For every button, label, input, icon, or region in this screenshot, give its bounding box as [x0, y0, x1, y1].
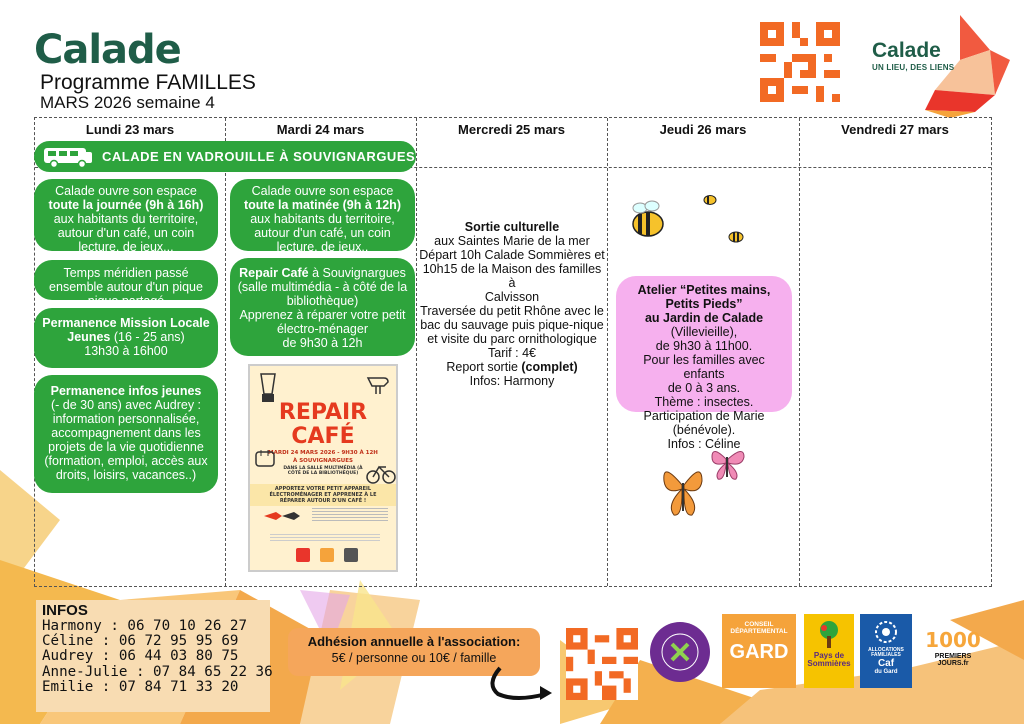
caf-emblem-icon — [874, 620, 898, 644]
qr-code-bottom[interactable] — [566, 628, 638, 700]
card-text-bold: toute la journée (9h à 16h) — [48, 198, 204, 212]
jours-number: 1000 — [925, 628, 981, 652]
thursday-atelier-card — [616, 276, 792, 451]
infos-title: INFOS — [42, 602, 88, 619]
card-text: de 0 à 3 ans. — [667, 381, 741, 395]
card-title: Petits Pieds” — [665, 297, 743, 311]
sortie-line: Départ 10h Calade Sommières et — [419, 248, 605, 262]
card-title: Atelier “Petites mains, — [637, 283, 771, 297]
column-divider — [416, 118, 417, 586]
poster-title-repair: REPAIR — [278, 400, 368, 425]
membership-title: Adhésion annuelle à l'association: — [307, 634, 521, 649]
caf-logo — [860, 614, 912, 688]
poster-logo — [320, 548, 334, 562]
caf-text: du Gard — [874, 669, 898, 675]
card-hours: de 9h30 à 12h — [282, 336, 363, 350]
sortie-line: Calvisson — [484, 290, 540, 304]
card-text: aux habitants du territoire, autour d'un café, un coin lecture, de jeux.. — [250, 212, 395, 254]
poster-logo — [344, 548, 358, 562]
membership-price: 5€ / personne ou 10€ / famille — [331, 651, 497, 665]
column-divider — [799, 118, 800, 586]
qr-code-top[interactable] — [760, 22, 840, 102]
sortie-complet: (complet) — [521, 360, 578, 374]
card-text: Calade ouvre son espace — [55, 184, 197, 198]
butterfly-icon — [664, 472, 702, 515]
brand-tagline: UN LIEU, DES LIENS — [872, 63, 955, 72]
card-text: de 9h30 à 11h00. — [655, 339, 753, 353]
card-text-bold: toute la matinée (9h à 12h) — [244, 198, 401, 212]
banner-text: CALADE EN VADROUILLE À SOUVIGNARGUES — [102, 149, 416, 164]
sommieres-logo — [804, 614, 854, 688]
sortie-line: et visite du parc ornithologique — [427, 332, 597, 346]
card-title: Repair Café — [239, 266, 309, 280]
tree-icon — [817, 620, 841, 648]
bee-icon — [704, 196, 716, 205]
calade-logo: Calade — [34, 27, 181, 73]
sortie-infos: Infos: Harmony — [469, 374, 555, 388]
monday-lunch-card: Temps méridien passé ensemble autour d'un pique nique partagé — [34, 260, 218, 300]
federation-emblem-icon — [650, 622, 710, 682]
poster-title-cafe: CAFÉ — [291, 424, 355, 449]
jours-text: JOURS.fr — [937, 660, 969, 668]
sortie-line: bac du sauvage puis pique-nique — [420, 318, 604, 332]
caf-text: ALLOCATIONS FAMILIALES — [868, 647, 904, 659]
sortie-report: Report sortie — [446, 360, 522, 374]
column-divider — [607, 118, 608, 586]
contact-line: Anne-Julie : 07 84 65 22 36 — [42, 663, 273, 680]
card-place: au Jardin de Calade — [644, 311, 764, 325]
poster-room: DANS LA SALLE MULTIMÉDIA (À CÔTÉ DE LA BIBLIOTHÈQUE) — [283, 466, 363, 476]
card-text: Apprenez à réparer votre petit électro-ménager — [239, 308, 406, 336]
tuesday-repair-cafe-card — [230, 258, 415, 356]
repair-cafe-poster — [248, 364, 398, 572]
monday-infos-jeunes-card — [34, 375, 218, 493]
monday-mission-locale-card — [34, 308, 218, 368]
sortie-title: Sortie culturelle — [464, 220, 560, 234]
gard-name: GARD — [729, 640, 789, 663]
contact-line: Emilie : 07 84 71 33 20 — [42, 679, 239, 696]
contact-line: Céline : 06 72 95 95 69 — [42, 633, 239, 650]
gard-logo — [722, 614, 796, 688]
card-hours: 13h30 à 16h00 — [84, 344, 168, 358]
programme-title: Programme FAMILLES — [40, 71, 256, 94]
day-header-wednesday: Mercredi 25 mars — [458, 122, 565, 137]
day-header-thursday: Jeudi 26 mars — [659, 122, 747, 137]
van-icon — [42, 145, 96, 168]
poster-place: À SOUVIGNARGUES — [293, 458, 353, 464]
card-text: à Souvignargues — [308, 266, 406, 280]
butterfly-icon — [712, 451, 744, 479]
card-title: Permanence infos jeunes — [50, 384, 202, 398]
card-text: (- de 30 ans) avec Audrey : information personnalisée, accompagnement dans les projets de la vie quotidienne (formation, emploi, accès aux droits, loisirs, vacances..) — [44, 398, 208, 482]
vadrouille-banner — [34, 141, 416, 172]
calade-brand — [872, 40, 962, 72]
week-label: MARS 2026 semaine 4 — [40, 93, 215, 112]
card-text: aux habitants du territoire, autour d'un café, un coin lecture, de jeux... — [53, 212, 199, 254]
card-text: (salle multimédia - à côté de la bibliothèque) — [237, 280, 408, 308]
jours-text: PREMIERS — [934, 653, 972, 660]
bees-illustration — [626, 190, 756, 250]
tools-icon — [262, 508, 302, 524]
card-text: Calade ouvre son espace — [251, 184, 394, 198]
sommieres-text: Pays de — [813, 651, 845, 660]
card-title: Permanence Mission Locale Jeunes — [42, 316, 210, 344]
brand-name: Calade — [872, 39, 941, 62]
card-text: Infos : Céline — [667, 437, 741, 451]
butterflies-illustration — [656, 445, 752, 525]
poster-fineprint — [270, 534, 380, 542]
poster-date: MARDI 24 MARS 2026 - 9H30 À 12H — [268, 450, 378, 456]
sortie-tarif: Tarif : 4€ — [488, 346, 536, 360]
contact-line: Harmony : 06 70 10 26 27 — [42, 617, 247, 634]
mixer-icon — [366, 372, 392, 396]
poster-logo — [296, 548, 310, 562]
poster-cta: APPORTEZ VOTRE PETIT APPAREIL ÉLECTROMÉNAGER ET APPRENEZ À LE RÉPARER AUTOUR D'UN CAFÉ ! — [250, 484, 396, 506]
column-divider — [225, 118, 226, 586]
tuesday-open-space-card — [230, 179, 415, 254]
bicycle-icon — [366, 462, 396, 484]
gard-label: CONSEIL DÉPARTEMENTAL — [730, 621, 788, 635]
day-header-monday: Lundi 23 mars — [85, 122, 175, 137]
card-text: Thème : insectes. — [654, 395, 754, 409]
poster-contact-lines — [312, 508, 388, 522]
contacts-panel — [36, 600, 273, 712]
card-text: (16 - 25 ans) — [110, 330, 185, 344]
card-text: Participation de Marie (bénévole). — [643, 409, 765, 437]
card-text: Pour les familles avec enfants — [643, 353, 765, 381]
day-header-tuesday: Mardi 24 mars — [276, 122, 365, 137]
sommieres-text: Sommières — [807, 659, 851, 669]
bee-icon — [633, 201, 663, 236]
sortie-line: 10h15 de la Maison des familles à — [422, 262, 602, 290]
1000-jours-logo — [924, 630, 982, 680]
day-header-friday: Vendredi 27 mars — [841, 122, 949, 137]
monday-open-space-card — [34, 179, 218, 254]
sortie-line: aux Saintes Marie de la mer — [434, 234, 590, 248]
caf-text: Caf — [877, 657, 895, 669]
card-text: (Villevieille), — [670, 325, 738, 339]
federation-logo — [650, 622, 710, 682]
contact-line: Audrey : 06 44 03 80 75 — [42, 648, 239, 665]
sortie-line: Traversée du petit Rhône avec le — [420, 304, 604, 318]
toaster-icon — [254, 446, 276, 470]
wednesday-sortie — [418, 220, 606, 388]
bee-icon — [729, 232, 743, 242]
arrow-icon — [486, 664, 556, 704]
